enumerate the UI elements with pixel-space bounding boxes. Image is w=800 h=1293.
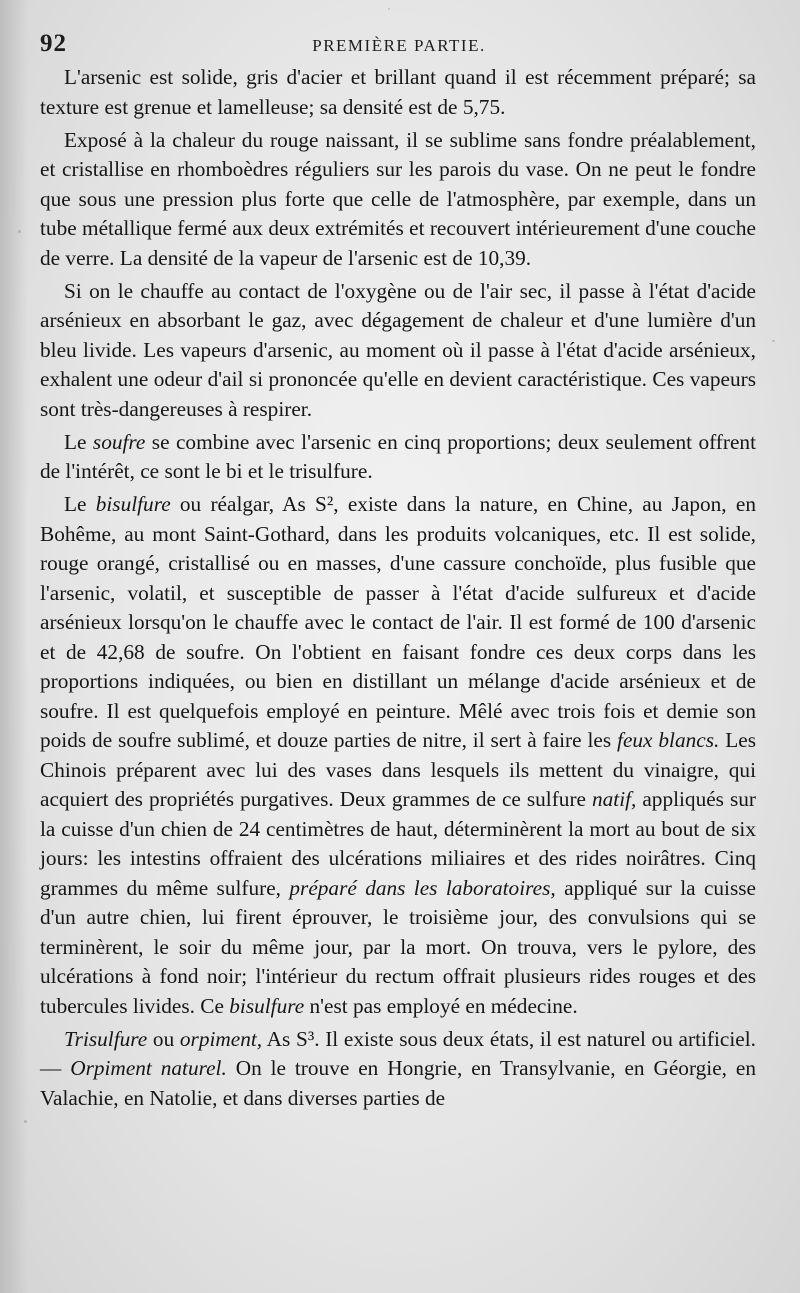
paragraph-trisulfure xyxy=(40,1025,756,1114)
italic-term-feux-blancs: feux blancs. xyxy=(617,728,720,752)
italic-term-soufre: soufre xyxy=(92,429,146,454)
paper-speck xyxy=(24,1120,27,1123)
italic-term-orpiment-naturel: Orpiment naturel. xyxy=(70,1056,227,1080)
text-run: appliqué sur la cuisse d'un autre chien, lui firent éprouver, le troisième jour, des convulsions qui se terminèrent, le soir du même jour, par la mort. On trouva, vers le pylore, des ulcérations à fond noir; l'intérieur du rectum offrait plusieurs rides rouges et des tubercules livides. Ce xyxy=(40,875,756,1018)
running-head: PREMIÈRE PARTIE. xyxy=(312,36,486,55)
italic-term-natif: natif, xyxy=(591,787,637,811)
text-run: n'est pas employé en médecine. xyxy=(304,993,578,1018)
page-gutter-shadow xyxy=(0,0,28,1293)
text-run: Le xyxy=(64,492,96,516)
text-run: ou xyxy=(147,1026,180,1051)
text-run: ou réalgar, As S², existe dans la nature, en Chine, au Japon, en Bohême, au mont Saint-Gothard, dans les produits volcaniques, etc. Il est solide, rouge orangé, cristallisé ou en masses, d'une cassure conchoïde, plus fusible que l'arsenic, volatil, et susceptible de passer à l'état d'acide sulfureux et d'acide arsénieux lorsqu'on le chauffe avec le contact de l'air. Il est formé de 100 d'arsenic et de 42,68 de soufre. On l'obtient en faisant fondre ces deux corps dans les proportions indiquées, ou bien en distillant un mélange d'acide arsénieux et de soufre. Il est quelquefois employé en peinture. Mêlé avec trois fois et demie son poids de soufre sublimé, et douze parties de nitre, il sert à faire les xyxy=(40,492,756,752)
page-number: 92 xyxy=(40,30,67,57)
paragraph-heat-sublimation: Exposé à la chaleur du rouge naissant, il se sublime sans fondre préalablement, et cristallise en rhomboèdres réguliers sur les parois du vase. On ne peut le fondre que sous une pression plus forte que celle de l'atmosphère, par exemple, dans un tube métallique fermé aux deux extrémités et recouvert intérieurement d'une couche de verre. La densité de la vapeur de l'arsenic est de 10,39. xyxy=(40,127,756,270)
text-run: As S³. Il existe sous deux états, il est naturel ou artificiel. — xyxy=(40,1026,756,1080)
italic-term-bisulfure-2: bisulfure xyxy=(229,993,305,1018)
body-text xyxy=(40,63,756,1117)
paragraph-arsenic-properties: L'arsenic est solide, gris d'acier et brillant quand il est récemment préparé; sa texture est grenue et lamelleuse; sa densité est de 5,75. xyxy=(40,65,756,119)
italic-term-orpiment: orpiment, xyxy=(179,1026,263,1051)
text-run: Les Chinois préparent avec lui des vases dans lesquels ils mettent du vinaigre, qui acquiert des propriétés purgatives. Deux grammes de ce sulfure xyxy=(40,728,756,811)
paragraph-oxygen-reaction: Si on le chauffe au contact de l'oxygène ou de l'air sec, il passe à l'état d'acide arsénieux en absorbant le gaz, avec dégagement de chaleur et d'une lumière d'un bleu livide. Les vapeurs d'arsenic, au moment où il passe à l'état d'acide arsénieux, exhalent une odeur d'ail si prononcée qu'elle en devient caractéristique. Ces vapeurs sont très-dangereuses à respirer. xyxy=(40,278,756,421)
page-header xyxy=(40,30,758,62)
text-run: se combine avec l'arsenic en cinq proportions; deux seulement offrent de l'intérêt, ce sont le bi et le trisulfure. xyxy=(40,429,756,483)
paper-speck xyxy=(388,8,390,10)
italic-term-bisulfure: bisulfure xyxy=(95,492,171,516)
italic-term-trisulfure: Trisulfure xyxy=(64,1026,148,1051)
italic-term-prepare: préparé dans les laboratoires, xyxy=(289,875,556,900)
text-run: Le xyxy=(64,429,93,454)
text-run: On le trouve en Hongrie, en Transylvanie, en Géorgie, en Valachie, en Natolie, et dans diverses parties de xyxy=(40,1056,756,1110)
paper-speck xyxy=(18,230,21,233)
text-run: appliqués sur la cuisse d'un chien de 24 centimètres de haut, déterminèrent la mort au bout de six jours: les intestins offraient des ulcérations miliaires et des rides noirâtres. Cinq grammes du même sulfure, xyxy=(40,787,756,900)
paragraph-bisulfure xyxy=(40,490,756,1021)
paragraph-sulfur-combination xyxy=(40,428,756,487)
paper-speck xyxy=(772,340,775,342)
